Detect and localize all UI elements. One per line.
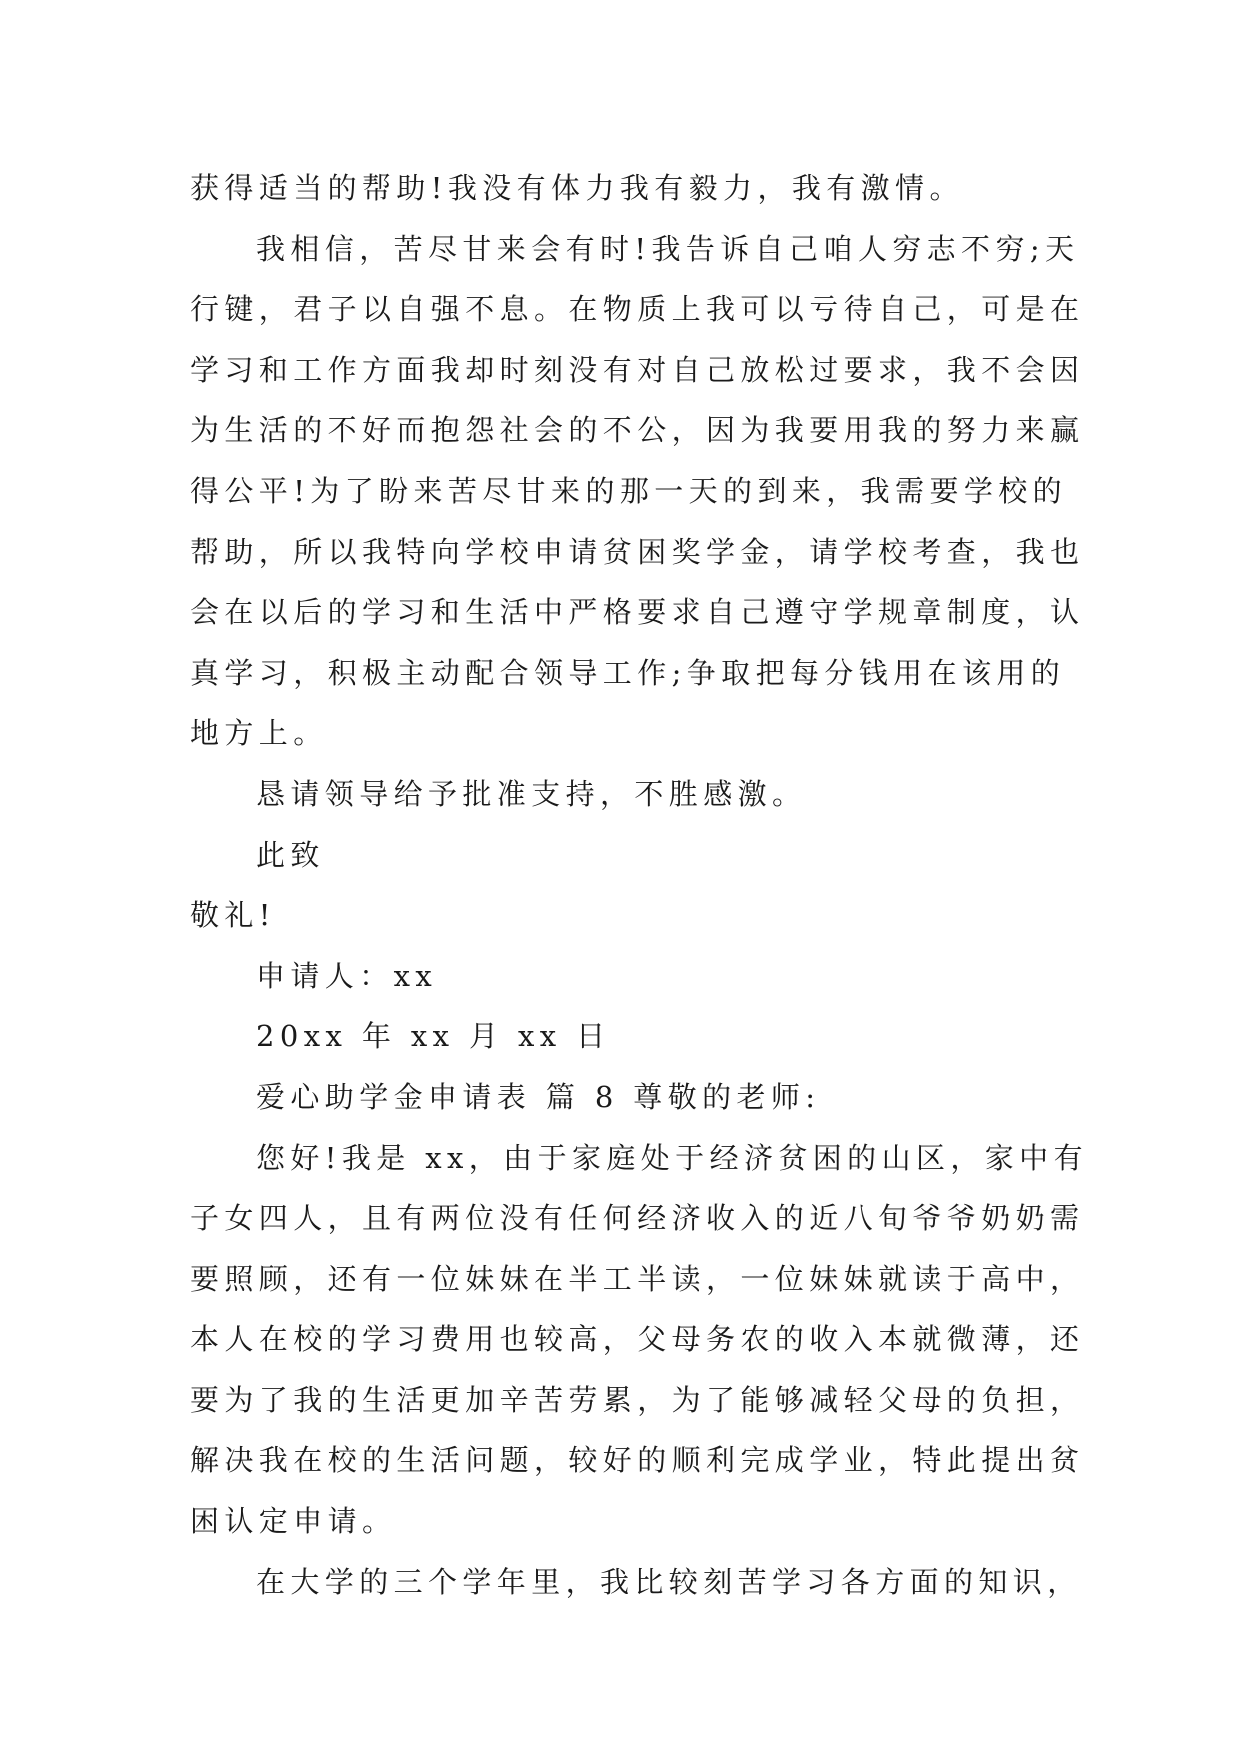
text-line: 申请人：xx [256, 958, 438, 993]
text-line: 子女四人，且有两位没有任何经济收入的近八旬爷爷奶奶需 [190, 1201, 1085, 1236]
text-line: 真学习，积极主动配合领导工作;争取把每分钱用在该用的 [190, 655, 1066, 690]
text-line: 要为了我的生活更加辛苦劳累，为了能够减轻父母的负担， [190, 1382, 1085, 1417]
text-line: 获得适当的帮助!我没有体力我有毅力，我有激情。 [190, 171, 964, 205]
document-body [190, 158, 1088, 1612]
text-line: 困认定申请。 [190, 1504, 397, 1539]
text-line: 为生活的不好而抱怨社会的不公，因为我要用我的努力来赢 [190, 413, 1085, 448]
text-line: 此致 [256, 837, 325, 872]
text-line: 要照顾，还有一位妹妹在半工半读，一位妹妹就读于高中， [190, 1261, 1085, 1296]
text-line: 我相信，苦尽甘来会有时!我告诉自己咱人穷志不穷;天 [256, 231, 1080, 266]
text-line: 恳请领导给予批准支持，不胜感激。 [256, 776, 807, 811]
text-line: 20xx 年 xx 月 xx 日 [256, 1019, 611, 1054]
text-line: 在大学的三个学年里，我比较刻苦学习各方面的知识， [256, 1564, 1082, 1599]
text-line: 行键，君子以自强不息。在物质上我可以亏待自己，可是在 [190, 292, 1085, 327]
text-line: 帮助，所以我特向学校申请贫困奖学金，请学校考查，我也 [190, 534, 1085, 569]
text-line: 地方上。 [190, 716, 328, 751]
text-line: 爱心助学金申请表 篇 8 尊敬的老师: [256, 1079, 821, 1114]
text-line: 本人在校的学习费用也较高，父母务农的收入本就微薄，还 [190, 1322, 1085, 1357]
text-line: 学习和工作方面我却时刻没有对自己放松过要求，我不会因 [190, 352, 1085, 387]
text-line: 敬礼! [190, 898, 276, 933]
text-line: 您好!我是 xx，由于家庭处于经济贫困的山区，家中有 [256, 1140, 1088, 1175]
text-line: 得公平!为了盼来苦尽甘来的那一天的到来，我需要学校的 [190, 473, 1068, 508]
text-line: 会在以后的学习和生活中严格要求自己遵守学规章制度，认 [190, 595, 1085, 630]
text-line: 解决我在校的生活问题，较好的顺利完成学业，特此提出贫 [190, 1443, 1085, 1478]
